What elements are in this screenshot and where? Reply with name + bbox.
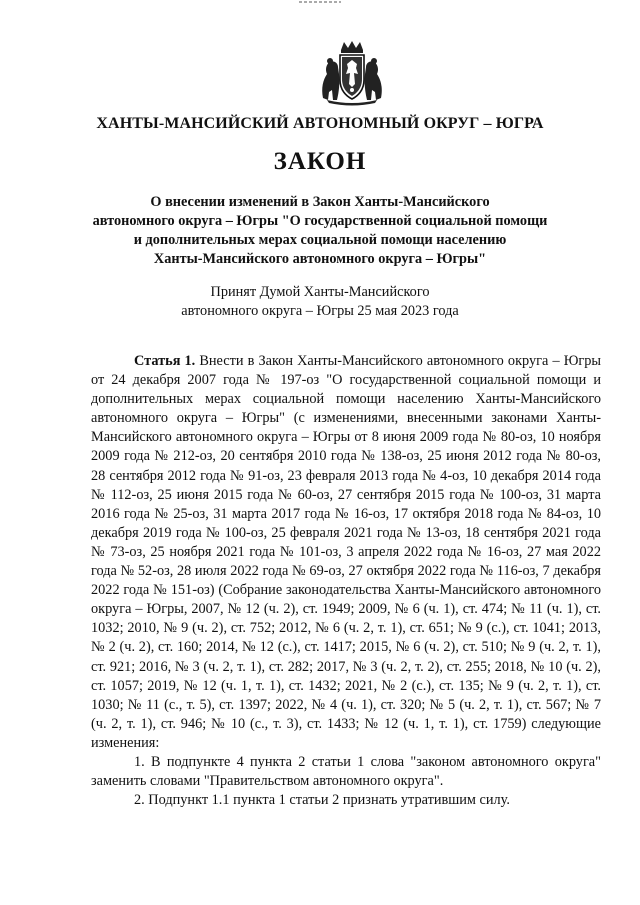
coat-of-arms-emblem-icon bbox=[317, 40, 387, 106]
adoption-line: автономного округа – Югры 25 мая 2023 года bbox=[181, 303, 459, 319]
article-intro-paragraph bbox=[91, 352, 601, 753]
adoption-line: Принят Думой Ханты-Мансийского bbox=[210, 284, 430, 300]
scan-mark-decoration bbox=[297, 0, 343, 4]
article-item: 1. В подпункте 4 пункта 2 статьи 1 слова "законом автономного округа" заменить словами "Правительством автономного округа". bbox=[91, 753, 601, 790]
adoption-note bbox=[150, 283, 490, 321]
document-type-heading: ЗАКОН bbox=[273, 148, 367, 175]
subject-line: автономного округа – Югры "О государственной социальной помощи bbox=[92, 213, 548, 229]
subject-line: О внесении изменений в Закон Ханты-Мансийского bbox=[150, 194, 490, 210]
region-title: ХАНТЫ-МАНСИЙСКИЙ АВТОНОМНЫЙ ОКРУГ – ЮГРА bbox=[96, 115, 544, 132]
article-intro-text: Внести в Закон Ханты-Мансийского автономного округа – Югры от 24 декабря 2007 года № 197-оз "О государственной социальной помощи и дополнительных мерах социальной помощи населению Ханты-Мансийского автономного округа – Югры" (с изменениями, внесенными законами Ханты-Мансийского автономного округа – Югры от 8 июня 2009 года № 80-оз, 10 ноября 2009 года № 212-оз, 20 сентября 2010 года № 138-оз, 25 июня 2012 года № 80-оз, 28 сентября 2012 года № 91-оз, 23 февраля 2013 года № 4-оз, 10 декабря 2014 года № 112-оз, 25 июня 2015 года № 60-оз, 27 сентября 2015 года № 100-оз, 31 марта 2016 года № 25-оз, 31 марта 2017 года № 16-оз, 17 октября 2018 года № 84-оз, 10 декабря 2019 года № 100-оз, 25 февраля 2021 года № 13-оз, 18 сентября 2021 года № 73-оз, 25 ноября 2021 года № 101-оз, 3 апреля 2022 года № 16-оз, 27 мая 2022 года № 52-оз, 28 июля 2022 года № 69-оз, 27 октября 2022 года № 116-оз, 7 декабря 2022 года № 151-оз) (Собрание законодательства Ханты-Мансийского автономного округа – Югры, 2007, № 12 (ч. 2), ст. 1949; 2009, № 6 (ч. 1), ст. 474; № 11 (ч. 1), ст. 1032; 2010, № 9 (ч. 2), ст. 752; 2012, № 6 (ч. 2, т. 1), ст. 651; № 9 (с.), ст. 1041; 2013, № 2 (ч. 2), ст. 160; 2014, № 12 (с.), ст. 1417; 2015, № 6 (ч. 2), ст. 510; № 9 (ч. 2, т. 1), ст. 921; 2016, № 3 (ч. 2, т. 1), ст. 282; 2017, № 3 (ч. 2, т. 2), ст. 255; 2018, № 10 (ч. 2), ст. 1057; 2019, № 12 (ч. 1, т. 1), ст. 1432; 2021, № 2 (с.), ст. 135; № 9 (ч. 2, т. 1), ст. 1030; № 11 (с., т. 5), ст. 1397; 2022, № 4 (ч. 1), ст. 320; № 5 (ч. 2, т. 1), ст. 567; № 7 (ч. 2, т. 1), ст. 946; № 10 (с., т. 3), ст. 1433; № 12 (ч. 1, т. 1), ст. 1759) следующие изменения: bbox=[91, 353, 602, 751]
article-body bbox=[91, 352, 601, 810]
article-item: 2. Подпункт 1.1 пункта 1 статьи 2 признать утратившим силу. bbox=[134, 792, 510, 809]
law-subject-title bbox=[60, 193, 580, 269]
article-label: Статья 1. bbox=[134, 353, 196, 369]
subject-line: и дополнительных мерах социальной помощи населению bbox=[133, 232, 507, 248]
subject-line: Ханты-Мансийского автономного округа – Югры" bbox=[153, 251, 487, 267]
